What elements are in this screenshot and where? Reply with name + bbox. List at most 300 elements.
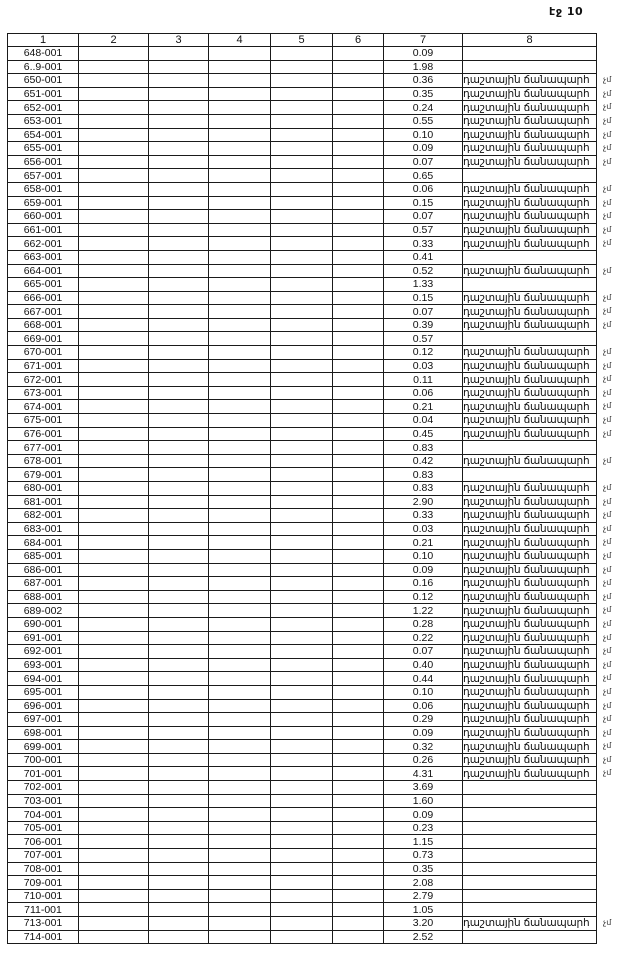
area-value-cell: 0.40 [384, 658, 463, 672]
column-3-cell [149, 332, 209, 346]
area-value-cell: 1.05 [384, 903, 463, 917]
column-3-cell [149, 781, 209, 795]
margin-annotation [601, 821, 628, 835]
margin-annotation: չմ [603, 918, 612, 927]
margin-annotation: չմ [603, 156, 612, 166]
area-value-cell: 0.42 [384, 454, 463, 468]
parcel-id-cell: 696-001 [8, 699, 79, 713]
table-row [8, 726, 597, 740]
parcel-id-cell: 693-001 [8, 658, 79, 672]
parcel-id-cell: 6..9-001 [8, 60, 79, 74]
column-5-cell [271, 835, 333, 849]
area-value-cell: 2.90 [384, 495, 463, 509]
margin-annotation: չմ [603, 741, 612, 751]
column-2-cell [79, 128, 149, 142]
column-6-cell [333, 414, 384, 428]
margin-annotation: չմ [603, 415, 612, 425]
margin-annotation [601, 807, 628, 821]
table-row [8, 821, 597, 835]
column-6-cell [333, 495, 384, 509]
land-type-cell: դաշտային ճանապարհ [463, 346, 597, 360]
column-6-cell [333, 631, 384, 645]
column-2-cell [79, 359, 149, 373]
parcel-id-cell: 659-001 [8, 196, 79, 210]
area-value-cell: 0.10 [384, 685, 463, 699]
table-row [8, 87, 597, 101]
column-6-cell [333, 237, 384, 251]
column-2-cell [79, 713, 149, 727]
column-5-cell [271, 468, 333, 482]
margin-annotation: չմ [603, 537, 612, 547]
column-6-cell [333, 114, 384, 128]
column-3-cell [149, 876, 209, 890]
table-row [8, 427, 597, 441]
table-row [8, 414, 597, 428]
column-4-cell [209, 726, 271, 740]
table-row [8, 359, 597, 373]
column-4-cell [209, 210, 271, 224]
table-row [8, 713, 597, 727]
area-value-cell: 0.33 [384, 509, 463, 523]
margin-annotation: չմ [603, 578, 612, 588]
column-header-5: 5 [271, 34, 333, 47]
column-6-cell [333, 563, 384, 577]
column-2-cell [79, 87, 149, 101]
area-value-cell: 0.06 [384, 386, 463, 400]
column-3-cell [149, 917, 209, 931]
parcel-id-cell: 653-001 [8, 114, 79, 128]
column-5-cell [271, 549, 333, 563]
margin-annotation [601, 250, 628, 264]
area-value-cell: 0.55 [384, 114, 463, 128]
margin-annotation [601, 467, 628, 481]
column-6-cell [333, 482, 384, 496]
parcel-id-cell: 694-001 [8, 672, 79, 686]
column-5-cell [271, 685, 333, 699]
column-3-cell [149, 182, 209, 196]
land-type-cell: դաշտային ճանապարհ [463, 645, 597, 659]
column-5-cell [271, 509, 333, 523]
area-value-cell: 0.73 [384, 849, 463, 863]
margin-annotation: չմ [603, 550, 612, 560]
land-type-cell [463, 60, 597, 74]
parcel-id-cell: 678-001 [8, 454, 79, 468]
table-row [8, 400, 597, 414]
margin-annotation: չմ [603, 75, 612, 85]
column-5-cell [271, 400, 333, 414]
margin-annotation [601, 60, 628, 74]
land-type-cell: դաշտային ճանապարհ [463, 373, 597, 387]
column-5-cell [271, 577, 333, 591]
area-value-cell: 0.07 [384, 645, 463, 659]
area-value-cell: 0.26 [384, 753, 463, 767]
column-2-cell [79, 264, 149, 278]
column-4-cell [209, 305, 271, 319]
column-6-cell [333, 577, 384, 591]
table-row [8, 794, 597, 808]
table-row [8, 604, 597, 618]
margin-annotation: չմ [603, 496, 612, 506]
land-type-cell [463, 468, 597, 482]
table-row [8, 672, 597, 686]
column-4-cell [209, 318, 271, 332]
column-2-cell [79, 210, 149, 224]
column-4-cell [209, 617, 271, 631]
parcel-id-cell: 652-001 [8, 101, 79, 115]
table-row [8, 346, 597, 360]
column-4-cell [209, 849, 271, 863]
margin-annotation: չմ [603, 88, 612, 98]
margin-annotation: չմ [603, 483, 612, 492]
margin-annotation: չմ [603, 224, 612, 234]
area-value-cell: 0.11 [384, 373, 463, 387]
column-6-cell [333, 808, 384, 822]
column-4-cell [209, 821, 271, 835]
column-2-cell [79, 47, 149, 61]
area-value-cell: 0.07 [384, 155, 463, 169]
table-row [8, 740, 597, 754]
margin-annotation: չմ [603, 360, 612, 370]
land-type-cell: դաշտային ճանապարհ [463, 590, 597, 604]
column-6-cell [333, 740, 384, 754]
parcel-id-cell: 671-001 [8, 359, 79, 373]
land-type-cell: դաշտային ճանապարհ [463, 182, 597, 196]
column-4-cell [209, 713, 271, 727]
column-2-cell [79, 142, 149, 156]
table-row [8, 468, 597, 482]
column-5-cell [271, 278, 333, 292]
column-3-cell [149, 522, 209, 536]
column-5-cell [271, 930, 333, 944]
column-4-cell [209, 196, 271, 210]
land-type-cell [463, 862, 597, 876]
column-4-cell [209, 414, 271, 428]
column-2-cell [79, 414, 149, 428]
land-type-cell: դաշտային ճանապարհ [463, 400, 597, 414]
column-3-cell [149, 305, 209, 319]
land-type-cell: դաշտային ճանապարհ [463, 196, 597, 210]
parcel-id-cell: 683-001 [8, 522, 79, 536]
column-4-cell [209, 740, 271, 754]
land-type-cell [463, 332, 597, 346]
column-5-cell [271, 454, 333, 468]
table-row [8, 47, 597, 61]
column-5-cell [271, 101, 333, 115]
column-5-cell [271, 604, 333, 618]
parcel-id-cell: 714-001 [8, 930, 79, 944]
column-2-cell [79, 74, 149, 88]
parcel-id-cell: 684-001 [8, 536, 79, 550]
column-2-cell [79, 291, 149, 305]
land-type-cell [463, 250, 597, 264]
column-3-cell [149, 264, 209, 278]
column-4-cell [209, 332, 271, 346]
land-type-cell: դաշտային ճանապարհ [463, 142, 597, 156]
column-2-cell [79, 699, 149, 713]
column-6-cell [333, 536, 384, 550]
column-2-cell [79, 685, 149, 699]
area-value-cell: 0.44 [384, 672, 463, 686]
column-3-cell [149, 930, 209, 944]
page-number-label: էջ 10 [549, 5, 584, 18]
table-row [8, 509, 597, 523]
column-6-cell [333, 223, 384, 237]
area-value-cell: 0.45 [384, 427, 463, 441]
margin-annotation: չմ [603, 510, 612, 520]
area-value-cell: 0.41 [384, 250, 463, 264]
column-2-cell [79, 862, 149, 876]
column-6-cell [333, 903, 384, 917]
column-3-cell [149, 60, 209, 74]
parcel-id-cell: 668-001 [8, 318, 79, 332]
table-row [8, 522, 597, 536]
land-type-cell [463, 794, 597, 808]
area-value-cell: 0.09 [384, 808, 463, 822]
column-2-cell [79, 454, 149, 468]
column-3-cell [149, 536, 209, 550]
column-6-cell [333, 87, 384, 101]
column-3-cell [149, 495, 209, 509]
margin-annotation: չմ [603, 673, 612, 683]
table-row [8, 563, 597, 577]
land-type-cell [463, 278, 597, 292]
parcel-id-cell: 687-001 [8, 577, 79, 591]
column-header-7: 7 [384, 34, 463, 47]
column-5-cell [271, 740, 333, 754]
column-2-cell [79, 889, 149, 903]
parcel-id-cell: 666-001 [8, 291, 79, 305]
column-2-cell [79, 577, 149, 591]
margin-annotation [601, 930, 628, 944]
table-row [8, 182, 597, 196]
table-row [8, 767, 597, 781]
column-5-cell [271, 726, 333, 740]
column-6-cell [333, 862, 384, 876]
margin-annotation: չմ [603, 292, 612, 302]
table-row [8, 658, 597, 672]
land-type-cell: դաշտային ճանապարհ [463, 509, 597, 523]
table-row [8, 250, 597, 264]
column-3-cell [149, 346, 209, 360]
column-3-cell [149, 210, 209, 224]
table-row [8, 441, 597, 455]
column-6-cell [333, 196, 384, 210]
area-value-cell: 0.15 [384, 196, 463, 210]
margin-annotation [601, 848, 628, 862]
column-5-cell [271, 250, 333, 264]
column-2-cell [79, 794, 149, 808]
margin-annotation [601, 780, 628, 794]
area-value-cell: 0.09 [384, 47, 463, 61]
column-4-cell [209, 536, 271, 550]
column-3-cell [149, 427, 209, 441]
column-6-cell [333, 509, 384, 523]
column-4-cell [209, 373, 271, 387]
area-value-cell: 0.09 [384, 142, 463, 156]
parcel-id-cell: 701-001 [8, 767, 79, 781]
column-4-cell [209, 767, 271, 781]
margin-annotation: չմ [603, 428, 612, 438]
column-2-cell [79, 604, 149, 618]
column-6-cell [333, 74, 384, 88]
column-3-cell [149, 808, 209, 822]
area-value-cell: 3.20 [384, 917, 463, 931]
area-value-cell: 0.52 [384, 264, 463, 278]
column-header-8: 8 [463, 34, 597, 47]
column-2-cell [79, 223, 149, 237]
parcel-id-cell: 695-001 [8, 685, 79, 699]
area-value-cell: 0.35 [384, 87, 463, 101]
column-5-cell [271, 346, 333, 360]
column-3-cell [149, 250, 209, 264]
parcel-id-cell: 651-001 [8, 87, 79, 101]
land-type-cell: դաշտային ճանապարհ [463, 414, 597, 428]
land-type-cell: դաշտային ճանապարհ [463, 753, 597, 767]
parcel-id-cell: 658-001 [8, 182, 79, 196]
column-3-cell [149, 128, 209, 142]
column-6-cell [333, 685, 384, 699]
column-5-cell [271, 74, 333, 88]
column-3-cell [149, 821, 209, 835]
land-type-cell [463, 808, 597, 822]
table-row [8, 142, 597, 156]
land-type-cell [463, 930, 597, 944]
land-type-cell [463, 169, 597, 183]
margin-annotation: չմ [603, 401, 612, 411]
margin-annotation: չմ [603, 129, 612, 139]
column-3-cell [149, 862, 209, 876]
parcel-id-cell: 679-001 [8, 468, 79, 482]
column-4-cell [209, 522, 271, 536]
column-6-cell [333, 264, 384, 278]
column-5-cell [271, 767, 333, 781]
column-header-4: 4 [209, 34, 271, 47]
column-3-cell [149, 617, 209, 631]
land-type-cell: դաշտային ճանապարհ [463, 155, 597, 169]
area-value-cell: 2.52 [384, 930, 463, 944]
parcel-id-cell: 670-001 [8, 346, 79, 360]
column-3-cell [149, 101, 209, 115]
parcel-id-cell: 675-001 [8, 414, 79, 428]
land-type-cell: դաշտային ճանապարհ [463, 672, 597, 686]
column-3-cell [149, 549, 209, 563]
parcel-id-cell: 663-001 [8, 250, 79, 264]
column-5-cell [271, 617, 333, 631]
column-5-cell [271, 794, 333, 808]
margin-annotation [601, 168, 628, 182]
column-2-cell [79, 468, 149, 482]
column-3-cell [149, 482, 209, 496]
parcel-table [7, 33, 597, 944]
column-5-cell [271, 60, 333, 74]
header-row [8, 34, 597, 47]
column-4-cell [209, 658, 271, 672]
area-value-cell: 0.33 [384, 237, 463, 251]
column-5-cell [271, 862, 333, 876]
margin-annotation [601, 889, 628, 903]
column-4-cell [209, 876, 271, 890]
column-2-cell [79, 753, 149, 767]
margin-annotation [601, 834, 628, 848]
column-6-cell [333, 47, 384, 61]
parcel-id-cell: 706-001 [8, 835, 79, 849]
column-3-cell [149, 386, 209, 400]
column-2-cell [79, 536, 149, 550]
area-value-cell: 0.04 [384, 414, 463, 428]
land-type-cell: դաշտային ճանապարհ [463, 291, 597, 305]
column-6-cell [333, 713, 384, 727]
margin-annotation: չմ [603, 754, 612, 764]
parcel-id-cell: 699-001 [8, 740, 79, 754]
column-3-cell [149, 47, 209, 61]
column-5-cell [271, 522, 333, 536]
column-2-cell [79, 808, 149, 822]
area-value-cell: 0.07 [384, 210, 463, 224]
column-4-cell [209, 237, 271, 251]
land-type-cell: դաշտային ճանապարհ [463, 685, 597, 699]
column-3-cell [149, 889, 209, 903]
column-6-cell [333, 454, 384, 468]
column-5-cell [271, 536, 333, 550]
parcel-id-cell: 682-001 [8, 509, 79, 523]
area-value-cell: 3.69 [384, 781, 463, 795]
column-4-cell [209, 753, 271, 767]
column-3-cell [149, 414, 209, 428]
column-4-cell [209, 114, 271, 128]
column-4-cell [209, 386, 271, 400]
land-type-cell [463, 876, 597, 890]
column-6-cell [333, 753, 384, 767]
column-2-cell [79, 549, 149, 563]
column-5-cell [271, 495, 333, 509]
area-value-cell: 0.57 [384, 332, 463, 346]
column-4-cell [209, 482, 271, 496]
land-type-cell [463, 441, 597, 455]
land-type-cell: դաշտային ճանապարհ [463, 482, 597, 496]
column-6-cell [333, 658, 384, 672]
area-value-cell: 0.83 [384, 441, 463, 455]
area-value-cell: 0.23 [384, 821, 463, 835]
column-5-cell [271, 359, 333, 373]
parcel-id-cell: 700-001 [8, 753, 79, 767]
land-type-cell: դաշտային ճանապարհ [463, 305, 597, 319]
parcel-id-cell: 661-001 [8, 223, 79, 237]
column-3-cell [149, 441, 209, 455]
table-row [8, 305, 597, 319]
column-6-cell [333, 726, 384, 740]
margin-annotation: չմ [603, 632, 612, 642]
column-4-cell [209, 903, 271, 917]
column-3-cell [149, 87, 209, 101]
land-type-cell: դաշտային ճանապարհ [463, 101, 597, 115]
area-value-cell: 0.22 [384, 631, 463, 645]
land-type-cell: դաշտային ճանապարհ [463, 454, 597, 468]
column-3-cell [149, 604, 209, 618]
margin-annotation: չմ [603, 523, 612, 533]
table-row [8, 210, 597, 224]
land-type-cell: դաշտային ճանապարհ [463, 114, 597, 128]
column-5-cell [271, 87, 333, 101]
land-type-cell: դաշտային ճանապարհ [463, 386, 597, 400]
table-row [8, 332, 597, 346]
column-4-cell [209, 685, 271, 699]
column-4-cell [209, 427, 271, 441]
table-row [8, 849, 597, 863]
column-4-cell [209, 278, 271, 292]
parcel-id-cell: 681-001 [8, 495, 79, 509]
column-6-cell [333, 917, 384, 931]
table-body [8, 47, 597, 944]
